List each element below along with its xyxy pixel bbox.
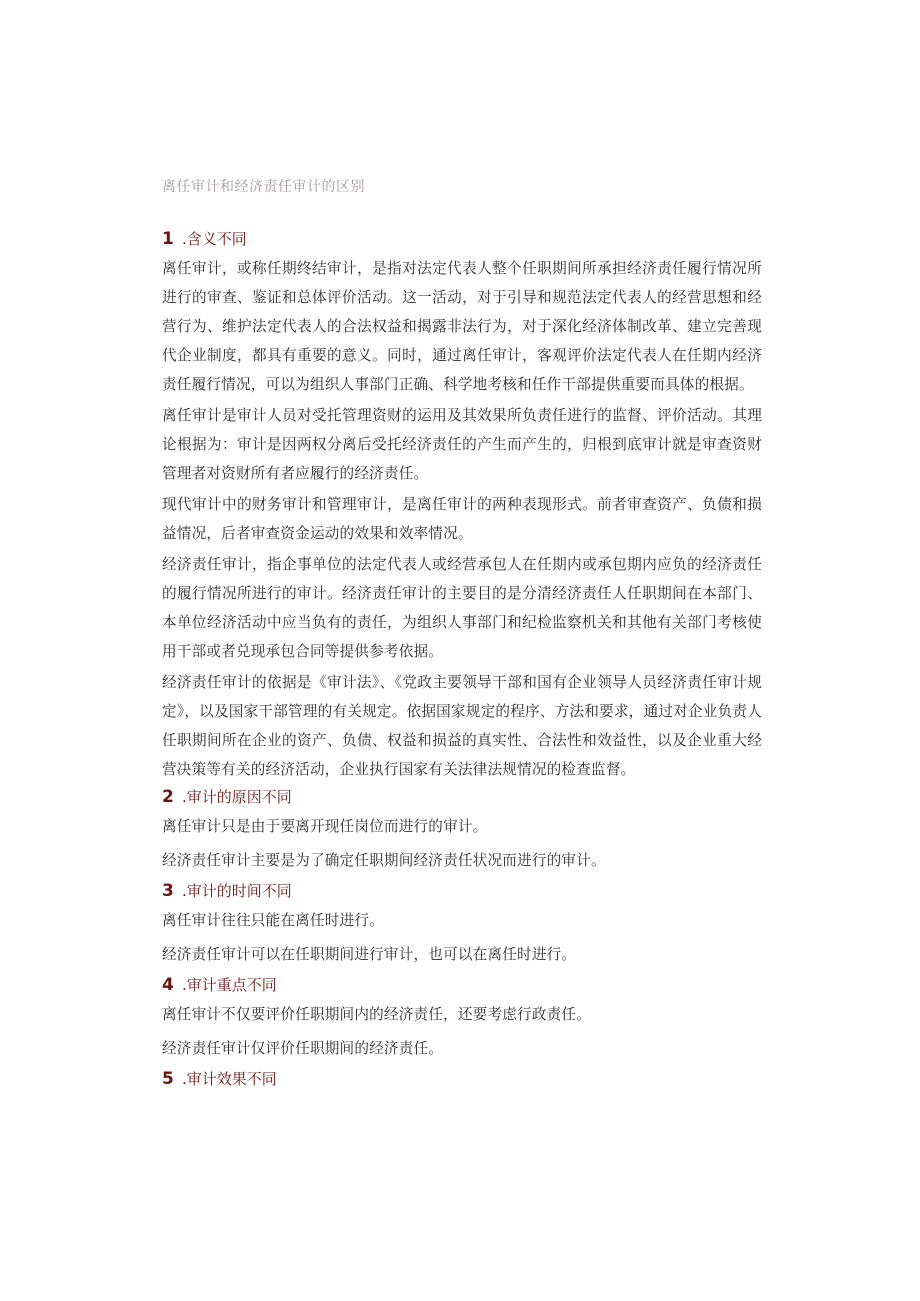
section-number: 5	[162, 1069, 174, 1089]
paragraph: 离任审计往往只能在离任时进行。	[162, 912, 384, 929]
paragraph: 经济责任审计主要是为了确定任职期间经济责任状况而进行的审计。	[162, 852, 606, 869]
section-heading-label: .审计效果不同	[182, 1070, 277, 1088]
section-heading-label: .审计重点不同	[182, 976, 277, 994]
document-body	[162, 228, 762, 1094]
section-number: 3	[162, 881, 174, 901]
section-heading-label: .审计的时间不同	[182, 882, 292, 900]
section-number: 1	[162, 229, 174, 249]
paragraph: 经济责任审计的依据是《审计法》、《党政主要领导干部和国有企业领导人员经济责任审计规定》，以及国家干部管理的有关规定。依据国家规定的程序、方法和要求，通过对企业负责人任职期间所在企业的资产、负债、权益和损益的真实性、合法性和效益性，以及企业重大经营决策等有关的经济活动，企业执行国家有关法律法规情况的检查监督。	[162, 674, 762, 778]
section-heading	[162, 880, 762, 902]
section-heading	[162, 228, 762, 250]
paragraph: 经济责任审计仅评价任职期间的经济责任。	[162, 1040, 444, 1057]
paragraph: 离任审计是审计人员对受托管理资财的运用及其效果所负责任进行的监督、评价活动。其理论根据为：审计是因两权分离后受托经济责任的产生而产生的，归根到底审计就是审查资财管理者对资财所有者应履行的经济责任。	[162, 407, 762, 482]
document-title: 离任审计和经济责任审计的区别	[162, 179, 365, 195]
section-heading	[162, 1068, 762, 1090]
paragraph: 离任审计不仅要评价任职期间内的经济责任，还要考虑行政责任。	[162, 1006, 592, 1023]
section-heading	[162, 786, 762, 808]
section-number: 2	[162, 787, 174, 807]
paragraph: 经济责任审计可以在任职期间进行审计，也可以在离任时进行。	[162, 946, 577, 963]
paragraph: 现代审计中的财务审计和管理审计，是离任审计的两种表现形式。前者审查资产、负债和损益情况，后者审查资金运动的效果和效率情况。	[162, 496, 762, 542]
paragraph: 离任审计，或称任期终结审计，是指对法定代表人整个任职期间所承担经济责任履行情况所进行的审查、鉴证和总体评价活动。这一活动，对于引导和规范法定代表人的经营思想和经营行为、维护法定代表人的合法权益和揭露非法行为，对于深化经济体制改革、建立完善现代企业制度，都具有重要的意义。同时，通过离任审计，客观评价法定代表人在任期内经济责任履行情况，可以为组织人事部门正确、科学地考核和任作干部提供重要而具体的根据。	[162, 260, 762, 393]
section-heading	[162, 974, 762, 996]
section-number: 4	[162, 975, 174, 995]
section-heading-label: .含义不同	[182, 230, 247, 248]
section-heading-label: .审计的原因不同	[182, 788, 292, 806]
paragraph: 经济责任审计，指企事单位的法定代表人或经营承包人在任期内或承包期内应负的经济责任的履行情况所进行的审计。经济责任审计的主要目的是分清经济责任人任职期间在本部门、本单位经济活动中应当负有的责任，为组织人事部门和纪检监察机关和其他有关部门考核使用干部或者兑现承包合同等提供参考依据。	[162, 556, 762, 660]
paragraph: 离任审计只是由于要离开现任岗位而进行的审计。	[162, 818, 488, 835]
